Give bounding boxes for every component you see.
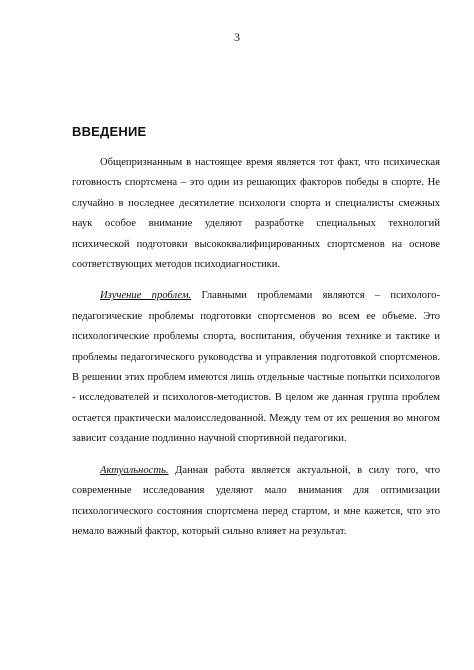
paragraph-problems xyxy=(72,286,440,449)
term-problems: Изучение проблем. xyxy=(100,290,192,302)
section-heading: ВВЕДЕНИЕ xyxy=(72,124,147,139)
paragraph-intro xyxy=(72,153,440,275)
page-number: 3 xyxy=(234,30,240,44)
paragraph-relevance xyxy=(72,461,440,543)
paragraph-intro-text: Общепризнанным в настоящее время является тот факт, что психическая готовность спортсмена – это один из решающих факторов победы в спорте. Не случайно в последнее десятилетие психологи спорта и специалисты смежных наук особое внимание уделяют разработке специальных технологий психической подготовки высококвалифицированных спортсменов на основе соответствующих методов психодиагностики. xyxy=(72,157,440,271)
paragraph-problems-text: Главными проблемами являются – психолого-педагогические проблемы подготовки спортсменов во всем ее объеме. Это психологические проблемы спорта, воспитания, обучения технике и тактике и проблемы педагогического руководства и управления подготовкой спортсменов. В решении этих проблем имеются лишь отдельные частные попытки психологов - исследователей и психологов-методистов. В целом же данная группа проблем остается практически малоисследованной. Между тем от их решения во многом зависит создание подлинно научной спортивной педагогики. xyxy=(72,290,440,445)
paragraph-relevance-text: Данная работа является актуальной, в силу того, что современные исследования уделяют мало внимания для оптимизации психологического состояния спортсмена перед стартом, и мне кажется, что это немало важный фактор, который сильно влияет на результат. xyxy=(72,464,440,537)
term-relevance: Актуальность. xyxy=(100,464,169,476)
document-body xyxy=(72,153,440,542)
